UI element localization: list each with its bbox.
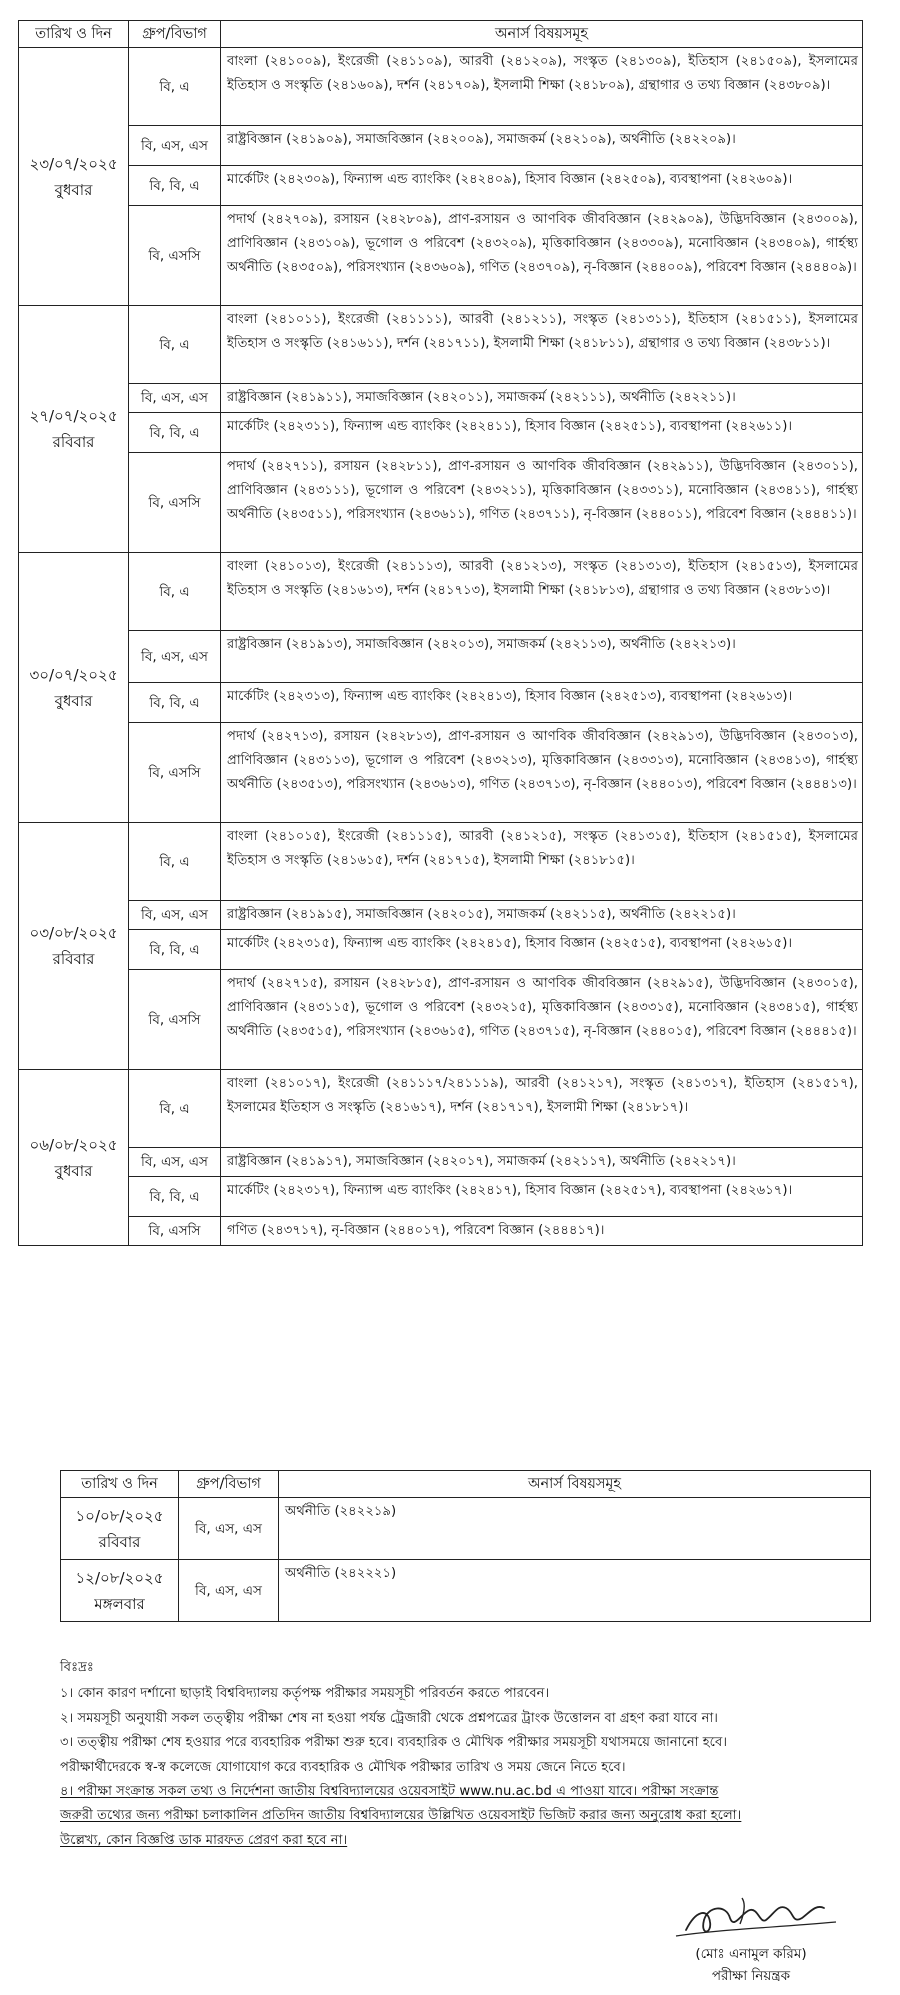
table-row <box>19 48 863 126</box>
group-cell: বি, এস, এস <box>129 631 221 683</box>
date-cell <box>19 306 129 553</box>
subjects-cell: বাংলা (২৪১০১৩), ইংরেজী (২৪১১১৩), আরবী (২৪১২১৩), সংস্কৃত (২৪১৩১৩), ইতিহাস (২৪১৫১৩), ইসলামের ইতিহাস ও সংস্কৃতি (২৪১৬১৩), দর্শন (২৪১৭১৩), ইসলামী শিক্ষা (২৪১৮১৩), গ্রন্থাগার ও তথ্য বিজ্ঞান (২৪৩৮১৩)। <box>221 553 863 631</box>
table-row <box>19 683 863 723</box>
group-cell: বি, এসসি <box>129 723 221 823</box>
subjects-cell: মার্কেটিং (২৪২৩১১), ফিন্যান্স এন্ড ব্যাংকিং (২৪২৪১১), হিসাব বিজ্ঞান (২৪২৫১১), ব্যবস্থাপনা (২৪২৬১১)। <box>221 413 863 453</box>
group-cell: বি, এস, এস <box>129 1148 221 1177</box>
subjects-cell: রাষ্ট্রবিজ্ঞান (২৪১৯১১), সমাজবিজ্ঞান (২৪২০১১), সমাজকর্ম (২৪২১১১), অর্থনীতি (২৪২২১১)। <box>221 384 863 413</box>
table-row <box>19 631 863 683</box>
group-cell: বি, এসসি <box>129 453 221 553</box>
header-subjects: অনার্স বিষয়সমূহ <box>279 1471 871 1498</box>
table-row <box>19 306 863 384</box>
table-row <box>19 384 863 413</box>
header-group: গ্রুপ/বিভাগ <box>179 1471 279 1498</box>
exam-day: বুধবার <box>54 1161 93 1180</box>
note-line: পরীক্ষার্থীদেরকে স্ব-স্ব কলেজে যোগাযোগ করে ব্যবহারিক ও মৌখিক পরীক্ষার তারিখ ও সময় জেনে নিতে হবে। <box>60 1759 626 1775</box>
table-row <box>19 1177 863 1217</box>
table-row <box>19 1217 863 1246</box>
group-cell: বি, এস, এস <box>179 1560 279 1622</box>
exam-day: বুধবার <box>54 180 93 199</box>
table-row <box>19 413 863 453</box>
group-cell: বি, বি, এ <box>129 1177 221 1217</box>
header-subjects: অনার্স বিষয়সমূহ <box>221 21 863 48</box>
group-cell: বি, বি, এ <box>129 166 221 206</box>
group-cell: বি, বি, এ <box>129 413 221 453</box>
subjects-cell: মার্কেটিং (২৪২৩০৯), ফিন্যান্স এন্ড ব্যাংকিং (২৪২৪০৯), হিসাব বিজ্ঞান (২৪২৫০৯), ব্যবস্থাপনা (২৪২৬০৯)। <box>221 166 863 206</box>
group-cell: বি, এ <box>129 48 221 126</box>
exam-date: ৩০/০৭/২০২৫ <box>29 665 118 684</box>
signatory-title: পরীক্ষা নিয়ন্ত্রক <box>711 1968 791 1984</box>
extra-header-row <box>61 1471 871 1498</box>
table-row <box>19 166 863 206</box>
subjects-cell: অর্থনীতি (২৪২২১৯) <box>279 1498 871 1560</box>
subjects-cell: পদার্থ (২৪২৭০৯), রসায়ন (২৪২৮০৯), প্রাণ-রসায়ন ও আণবিক জীববিজ্ঞান (২৪২৯০৯), উদ্ভিদবিজ্ঞান (২৪৩০০৯), প্রাণিবিজ্ঞান (২৪৩১০৯), ভূগোল ও পরিবেশ (২৪৩২০৯), মৃত্তিকাবিজ্ঞান (২৪৩৩০৯), মনোবিজ্ঞান (২৪৩৪০৯), গার্হস্থ্য অর্থনীতি (২৪৩৫০৯), পরিসংখ্যান (২৪৩৬০৯), গণিত (২৪৩৭০৯), নৃ-বিজ্ঞান (২৪৪০০৯), পরিবেশ বিজ্ঞান (২৪৪৪০৯)। <box>221 206 863 306</box>
group-cell: বি, এস, এস <box>129 384 221 413</box>
extra-schedule-body <box>61 1498 871 1622</box>
header-date: তারিখ ও দিন <box>61 1471 179 1498</box>
schedule-table <box>18 20 863 1246</box>
subjects-cell: মার্কেটিং (২৪২৩১৭), ফিন্যান্স এন্ড ব্যাংকিং (২৪২৪১৭), হিসাব বিজ্ঞান (২৪২৫১৭), ব্যবস্থাপনা (২৪২৬১৭)। <box>221 1177 863 1217</box>
exam-date: ২৩/০৭/২০২৫ <box>29 154 118 173</box>
exam-day: বুধবার <box>54 691 93 710</box>
subjects-cell: বাংলা (২৪১০১৭), ইংরেজী (২৪১১১৭/২৪১১১৯), আরবী (২৪১২১৭), সংস্কৃত (২৪১৩১৭), ইতিহাস (২৪১৫১৭), ইসলামের ইতিহাস ও সংস্কৃতি (২৪১৬১৭), দর্শন (২৪১৭১৭), ইসলামী শিক্ষা (২৪১৮১৭)। <box>221 1070 863 1148</box>
group-cell: বি, এ <box>129 553 221 631</box>
subjects-cell: পদার্থ (২৪২৭১১), রসায়ন (২৪২৮১১), প্রাণ-রসায়ন ও আণবিক জীববিজ্ঞান (২৪২৯১১), উদ্ভিদবিজ্ঞান (২৪৩০১১), প্রাণিবিজ্ঞান (২৪৩১১১), ভূগোল ও পরিবেশ (২৪৩২১১), মৃত্তিকাবিজ্ঞান (২৪৩৩১১), মনোবিজ্ঞান (২৪৩৪১১), গার্হস্থ্য অর্থনীতি (২৪৩৫১১), পরিসংখ্যান (২৪৩৬১১), গণিত (২৪৩৭১১), নৃ-বিজ্ঞান (২৪৪০১১), পরিবেশ বিজ্ঞান (২৪৪৪১১)। <box>221 453 863 553</box>
group-cell: বি, এ <box>129 306 221 384</box>
subjects-cell: গণিত (২৪৩৭১৭), নৃ-বিজ্ঞান (২৪৪০১৭), পরিবেশ বিজ্ঞান (২৪৪৪১৭)। <box>221 1217 863 1246</box>
subjects-cell: রাষ্ট্রবিজ্ঞান (২৪১৯১৫), সমাজবিজ্ঞান (২৪২০১৫), সমাজকর্ম (২৪২১১৫), অর্থনীতি (২৪২২১৫)। <box>221 901 863 930</box>
note-text: এ পাওয়া যাবে। পরীক্ষা সংক্রান্ত <box>551 1784 719 1800</box>
subjects-cell: অর্থনীতি (২৪২২২১) <box>279 1560 871 1622</box>
note-line: ১। কোন কারণ দর্শানো ছাড়াই বিশ্ববিদ্যালয় কর্তৃপক্ষ পরীক্ষার সময়সূচী পরিবর্তন করতে পারবেন। <box>60 1686 550 1702</box>
group-cell: বি, এসসি <box>129 206 221 306</box>
table-row <box>19 901 863 930</box>
table-row <box>19 126 863 166</box>
subjects-cell: মার্কেটিং (২৪২৩১৫), ফিন্যান্স এন্ড ব্যাংকিং (২৪২৪১৫), হিসাব বিজ্ঞান (২৪২৫১৫), ব্যবস্থাপনা (২৪২৬১৫)। <box>221 930 863 970</box>
group-cell: বি, এস, এস <box>129 126 221 166</box>
note-line: উল্লেখ্য, কোন বিজ্ঞপ্তি ডাক মারফত প্রেরণ করা হবে না। <box>60 1832 348 1848</box>
date-cell <box>19 823 129 1070</box>
group-cell: বি, বি, এ <box>129 683 221 723</box>
date-cell <box>19 1070 129 1246</box>
exam-day: রবিবার <box>52 433 95 451</box>
table-row <box>19 453 863 553</box>
subjects-cell: মার্কেটিং (২৪২৩১৩), ফিন্যান্স এন্ড ব্যাংকিং (২৪২৪১৩), হিসাব বিজ্ঞান (২৪২৫১৩), ব্যবস্থাপনা (২৪২৬১৩)। <box>221 683 863 723</box>
date-cell <box>19 48 129 306</box>
table-row <box>19 1148 863 1177</box>
notes-section <box>60 1656 880 1853</box>
table-row <box>19 553 863 631</box>
subjects-cell: বাংলা (২৪১০১৫), ইংরেজী (২৪১১১৫), আরবী (২৪১২১৫), সংস্কৃত (২৪১৩১৫), ইতিহাস (২৪১৫১৫), ইসলামের ইতিহাস ও সংস্কৃতি (২৪১৬১৫), দর্শন (২৪১৭১৫), ইসলামী শিক্ষা (২৪১৮১৫)। <box>221 823 863 901</box>
date-cell <box>61 1498 179 1560</box>
subjects-cell: পদার্থ (২৪২৭১৫), রসায়ন (২৪২৮১৫), প্রাণ-রসায়ন ও আণবিক জীববিজ্ঞান (২৪২৯১৫), উদ্ভিদবিজ্ঞান (২৪৩০১৫), প্রাণিবিজ্ঞান (২৪৩১১৫), ভূগোল ও পরিবেশ (২৪৩২১৫), মৃত্তিকাবিজ্ঞান (২৪৩৩১৫), মনোবিজ্ঞান (২৪৩৪১৫), গার্হস্থ্য অর্থনীতি (২৪৩৫১৫), পরিসংখ্যান (২৪৩৬১৫), গণিত (২৪৩৭১৫), নৃ-বিজ্ঞান (২৪৪০১৫), পরিবেশ বিজ্ঞান (২৪৪৪১৫)। <box>221 970 863 1070</box>
group-cell: বি, বি, এ <box>129 930 221 970</box>
table-row <box>61 1498 871 1560</box>
group-cell: বি, এ <box>129 823 221 901</box>
signatory-name: (মোঃ এনামুল করিম) <box>695 1946 807 1962</box>
table-row <box>19 930 863 970</box>
subjects-cell: বাংলা (২৪১০০৯), ইংরেজী (২৪১১০৯), আরবী (২৪১২০৯), সংস্কৃত (২৪১৩০৯), ইতিহাস (২৪১৫০৯), ইসলামের ইতিহাস ও সংস্কৃতি (২৪১৬০৯), দর্শন (২৪১৭০৯), ইসলামী শিক্ষা (২৪১৮০৯), গ্রন্থাগার ও তথ্য বিজ্ঞান (২৪৩৮০৯)। <box>221 48 863 126</box>
website-link[interactable]: www.nu.ac.bd <box>459 1784 552 1800</box>
subjects-cell: বাংলা (২৪১০১১), ইংরেজী (২৪১১১১), আরবী (২৪১২১১), সংস্কৃত (২৪১৩১১), ইতিহাস (২৪১৫১১), ইসলামের ইতিহাস ও সংস্কৃতি (২৪১৬১১), দর্শন (২৪১৭১১), ইসলামী শিক্ষা (২৪১৮১১), গ্রন্থাগার ও তথ্য বিজ্ঞান (২৪৩৮১১)। <box>221 306 863 384</box>
table-row <box>19 1070 863 1148</box>
exam-date: ১২/০৮/২০২৫ <box>75 1568 164 1587</box>
exam-day: রবিবার <box>98 1532 141 1551</box>
exam-date: ০৩/০৮/২০২৫ <box>29 924 118 942</box>
exam-date: ২৭/০৭/২০২৫ <box>29 407 118 425</box>
date-cell <box>19 553 129 823</box>
table-row <box>19 823 863 901</box>
header-date: তারিখ ও দিন <box>19 21 129 48</box>
table-row <box>61 1560 871 1622</box>
extra-schedule-table <box>60 1470 871 1622</box>
subjects-cell: পদার্থ (২৪২৭১৩), রসায়ন (২৪২৮১৩), প্রাণ-রসায়ন ও আণবিক জীববিজ্ঞান (২৪২৯১৩), উদ্ভিদবিজ্ঞান (২৪৩০১৩), প্রাণিবিজ্ঞান (২৪৩১১৩), ভূগোল ও পরিবেশ (২৪৩২১৩), মৃত্তিকাবিজ্ঞান (২৪৩৩১৩), মনোবিজ্ঞান (২৪৩৪১৩), গার্হস্থ্য অর্থনীতি (২৪৩৫১৩), পরিসংখ্যান (২৪৩৬১৩), গণিত (২৪৩৭১৩), নৃ-বিজ্ঞান (২৪৪০১৩), পরিবেশ বিজ্ঞান (২৪৪৪১৩)। <box>221 723 863 823</box>
note-text: ৪। পরীক্ষা সংক্রান্ত সকল তথ্য ও নির্দেশনা জাতীয় বিশ্ববিদ্যালয়ের ওয়েবসাইট <box>60 1784 460 1800</box>
note-line: ২। সময়সূচী অনুযায়ী সকল তত্ত্বীয় পরীক্ষা শেষ না হওয়া পর্যন্ত ট্রেজারী থেকে প্রশ্নপত্রের ট্রাংক উত্তোলন বা গ্রহণ করা যাবে না। <box>60 1710 718 1726</box>
exam-day: মঙ্গলবার <box>94 1594 145 1613</box>
schedule-header-row <box>19 21 863 48</box>
group-cell: বি, এসসি <box>129 1217 221 1246</box>
schedule-body <box>19 48 863 1246</box>
table-row <box>19 723 863 823</box>
note-line: ৩। তত্ত্বীয় পরীক্ষা শেষ হওয়ার পরে ব্যবহারিক পরীক্ষা শুরু হবে। ব্যবহারিক ও মৌখিক পরীক্ষার সময়সূচী যথাসময়ে জানানো হবে। <box>60 1735 728 1751</box>
exam-date: ১০/০৮/২০২৫ <box>75 1506 164 1525</box>
table-row <box>19 206 863 306</box>
group-cell: বি, এস, এস <box>129 901 221 930</box>
signature-icon <box>646 1890 846 1950</box>
group-cell: বি, এ <box>129 1070 221 1148</box>
subjects-cell: রাষ্ট্রবিজ্ঞান (২৪১৯১৭), সমাজবিজ্ঞান (২৪২০১৭), সমাজকর্ম (২৪২১১৭), অর্থনীতি (২৪২২১৭)। <box>221 1148 863 1177</box>
group-cell: বি, এস, এস <box>179 1498 279 1560</box>
notes-heading: বিঃদ্রঃ <box>60 1660 94 1675</box>
subjects-cell: রাষ্ট্রবিজ্ঞান (২৪১৯১৩), সমাজবিজ্ঞান (২৪২০১৩), সমাজকর্ম (২৪২১১৩), অর্থনীতি (২৪২২১৩)। <box>221 631 863 683</box>
table-row <box>19 970 863 1070</box>
note-line: জরুরী তথ্যের জন্য পরীক্ষা চলাকালিন প্রতিদিন জাতীয় বিশ্ববিদ্যালয়ের উল্লিখিত ওয়েবসাইট ভিজিট করার জন্য অনুরোধ করা হলো। <box>60 1808 742 1824</box>
group-cell: বি, এসসি <box>129 970 221 1070</box>
date-cell <box>61 1560 179 1622</box>
exam-date: ০৬/০৮/২০২৫ <box>29 1135 118 1154</box>
header-group: গ্রুপ/বিভাগ <box>129 21 221 48</box>
exam-day: রবিবার <box>52 950 95 968</box>
note-line <box>60 1780 880 1804</box>
subjects-cell: রাষ্ট্রবিজ্ঞান (২৪১৯০৯), সমাজবিজ্ঞান (২৪২০০৯), সমাজকর্ম (২৪২১০৯), অর্থনীতি (২৪২২০৯)। <box>221 126 863 166</box>
